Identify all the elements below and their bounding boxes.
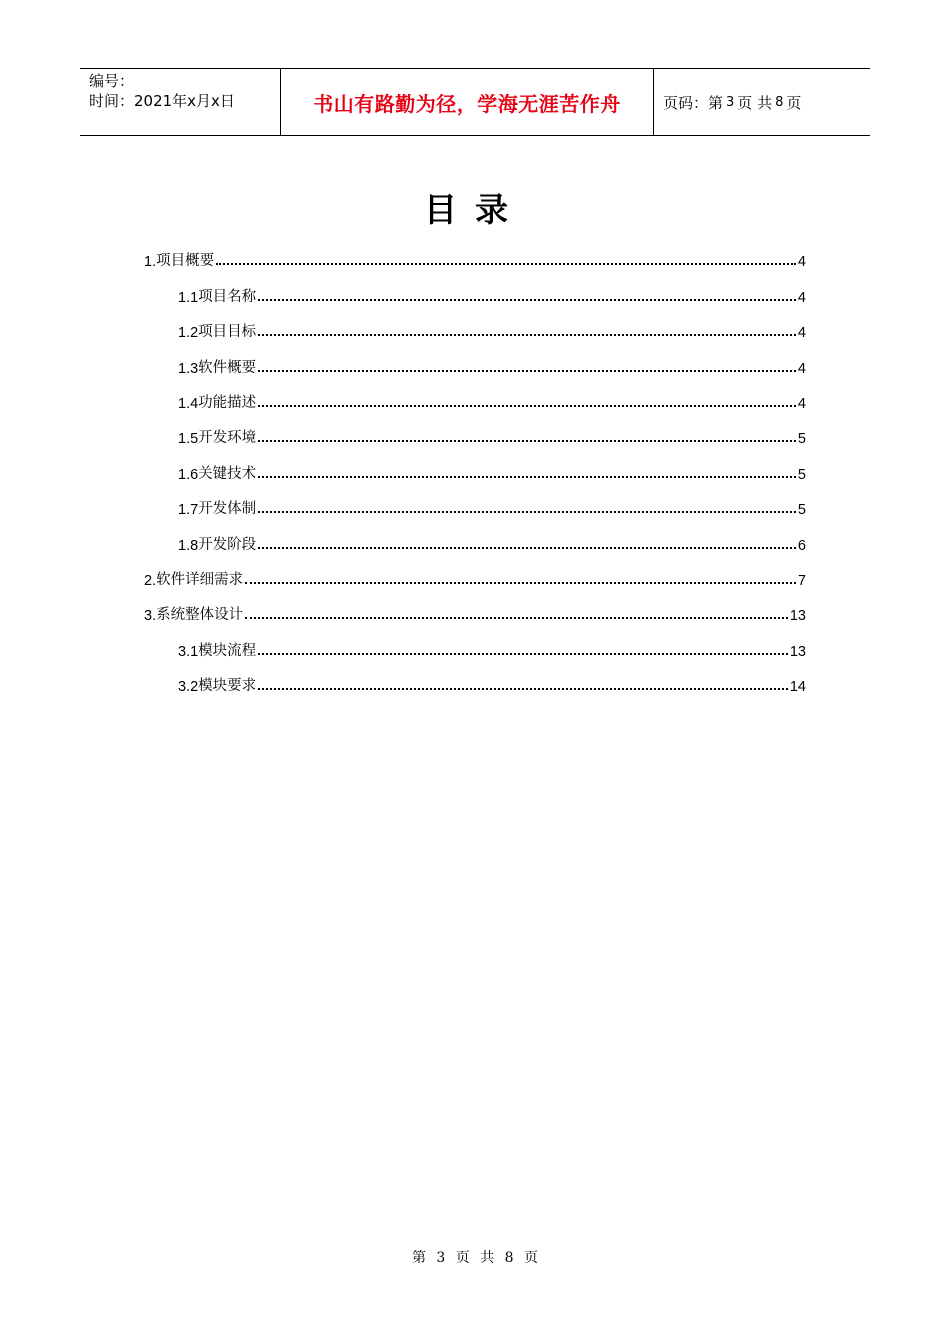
toc-leader-dots bbox=[258, 476, 796, 478]
toc-entry-number: 1.3 bbox=[178, 360, 199, 377]
toc-entry-number: 1.5 bbox=[178, 431, 199, 448]
toc-leader-dots bbox=[258, 334, 796, 336]
toc-entry-page: 14 bbox=[789, 679, 806, 696]
toc-entry-page: 5 bbox=[797, 466, 806, 483]
document-number-label: 编号： bbox=[89, 72, 135, 90]
toc-entry[interactable] bbox=[144, 660, 806, 695]
header-page-info bbox=[654, 69, 870, 135]
toc-entry-number: 3.1 bbox=[178, 643, 199, 660]
toc-entry-title: 项目名称 bbox=[198, 288, 257, 305]
toc-entry-title: 模块流程 bbox=[198, 642, 257, 659]
toc-entry-page: 4 bbox=[797, 325, 806, 342]
toc-entry[interactable] bbox=[144, 235, 806, 270]
toc-leader-dots bbox=[216, 263, 796, 265]
toc-entry-page: 4 bbox=[797, 289, 806, 306]
toc-entry-page: 13 bbox=[789, 608, 806, 625]
toc-entry-page: 4 bbox=[797, 254, 806, 271]
toc-entry-number: 1.8 bbox=[178, 537, 199, 554]
toc-entry[interactable] bbox=[144, 306, 806, 341]
toc-entry-title: 软件概要 bbox=[198, 359, 257, 376]
toc-entry-title: 模块要求 bbox=[198, 678, 257, 695]
document-date: 时间：2021年x月x日 bbox=[89, 92, 235, 110]
toc-entry-page: 5 bbox=[797, 431, 806, 448]
toc-entry[interactable] bbox=[144, 624, 806, 659]
toc-entry[interactable] bbox=[144, 589, 806, 624]
toc-entry-title: 关键技术 bbox=[198, 465, 257, 482]
toc-leader-dots bbox=[258, 299, 796, 301]
header-motto-cell bbox=[281, 69, 654, 135]
toc-entry-number: 1.2 bbox=[178, 325, 199, 342]
toc-entry-title: 系统整体设计 bbox=[156, 607, 244, 624]
page-header bbox=[80, 68, 870, 136]
toc-entry-page: 4 bbox=[797, 395, 806, 412]
toc-entry-page: 5 bbox=[797, 502, 806, 519]
toc-entry-title: 项目目标 bbox=[198, 324, 257, 341]
page-footer: 第 3 页 共 8 页 bbox=[411, 1250, 539, 1266]
toc-leader-dots bbox=[245, 582, 796, 584]
toc-entry[interactable] bbox=[144, 377, 806, 412]
toc-leader-dots bbox=[258, 370, 796, 372]
page-suffix: 页 bbox=[786, 93, 802, 112]
page-label: 页码：第 bbox=[663, 93, 724, 112]
toc-entry[interactable] bbox=[144, 483, 806, 518]
toc-entry-number: 1.6 bbox=[178, 466, 199, 483]
toc-entry-number: 2. bbox=[144, 572, 157, 589]
toc-leader-dots bbox=[258, 405, 796, 407]
toc-entry-page: 6 bbox=[797, 537, 806, 554]
page-mid: 页 共 bbox=[737, 93, 773, 112]
toc-leader-dots bbox=[258, 653, 788, 655]
toc-entry-number: 1.4 bbox=[178, 395, 199, 412]
header-motto: 书山有路勤为径，学海无涯苦作舟 bbox=[313, 91, 621, 116]
toc-entry-title: 开发体制 bbox=[198, 501, 257, 518]
toc-entry-title: 开发阶段 bbox=[198, 536, 257, 553]
toc-entry[interactable] bbox=[144, 447, 806, 482]
toc-leader-dots bbox=[245, 617, 788, 619]
toc-entry-page: 4 bbox=[797, 360, 806, 377]
toc-entry-title: 项目概要 bbox=[156, 253, 215, 270]
toc-entry-number: 1.1 bbox=[178, 289, 199, 306]
toc-entry-title: 功能描述 bbox=[198, 394, 257, 411]
page-current: 3 bbox=[726, 94, 735, 110]
toc-entry[interactable] bbox=[144, 518, 806, 553]
toc-entry-number: 3. bbox=[144, 608, 157, 625]
toc-entry-number: 1.7 bbox=[178, 502, 199, 519]
toc-entry-title: 开发环境 bbox=[198, 430, 257, 447]
table-of-contents bbox=[144, 235, 806, 695]
toc-leader-dots bbox=[258, 440, 796, 442]
toc-leader-dots bbox=[258, 547, 796, 549]
toc-entry-number: 3.2 bbox=[178, 679, 199, 696]
toc-entry-title: 软件详细需求 bbox=[156, 571, 244, 588]
toc-entry-page: 13 bbox=[789, 643, 806, 660]
toc-entry[interactable] bbox=[144, 270, 806, 305]
page-total: 8 bbox=[775, 94, 784, 110]
toc-entry[interactable] bbox=[144, 412, 806, 447]
toc-entry[interactable] bbox=[144, 341, 806, 376]
toc-leader-dots bbox=[258, 688, 788, 690]
toc-entry[interactable] bbox=[144, 554, 806, 589]
toc-entry-number: 1. bbox=[144, 254, 157, 271]
header-meta bbox=[80, 69, 281, 135]
toc-title: 目录 bbox=[424, 190, 526, 229]
toc-leader-dots bbox=[258, 511, 796, 513]
toc-entry-page: 7 bbox=[797, 572, 806, 589]
